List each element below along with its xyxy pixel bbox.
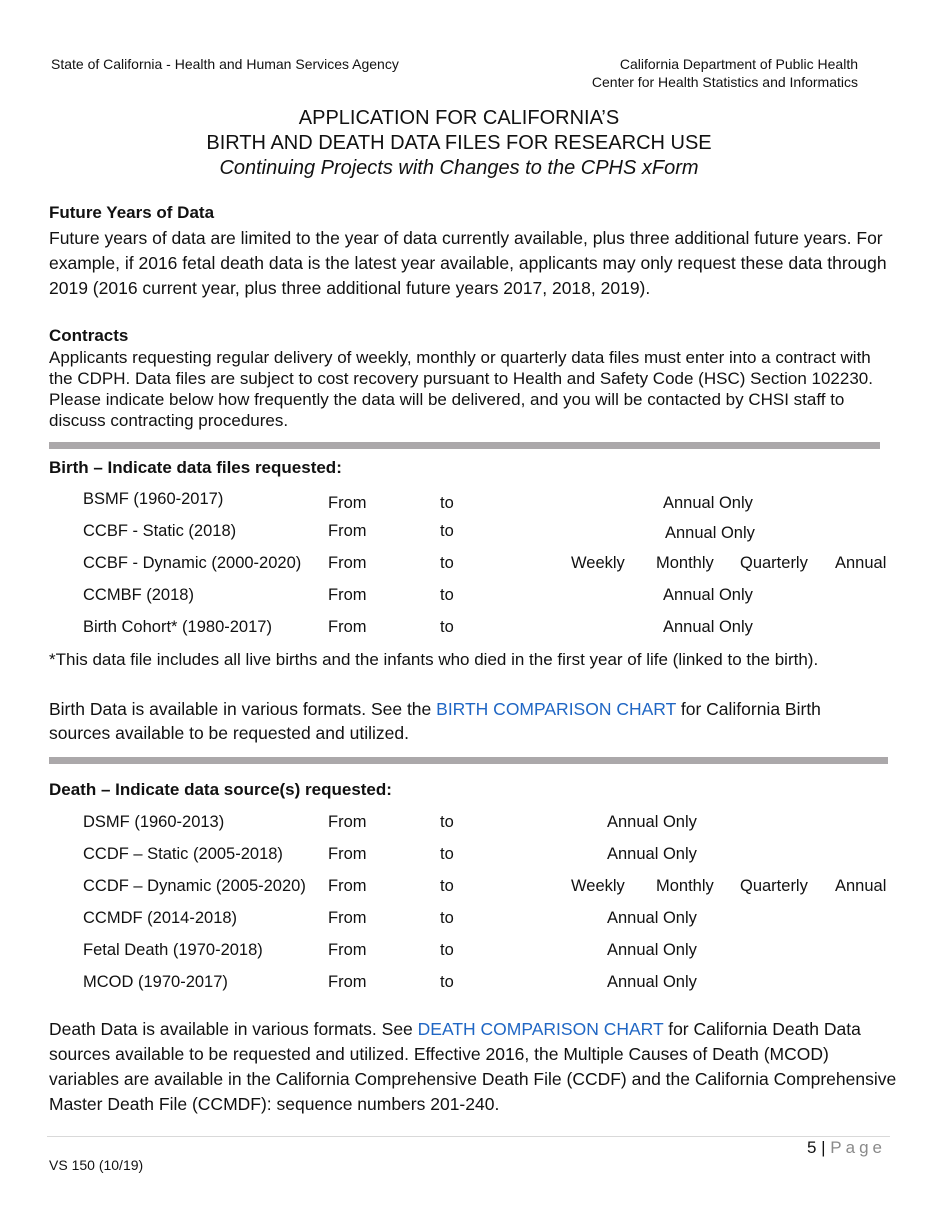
from-field[interactable]: From	[328, 618, 367, 636]
annual-only-option[interactable]: Annual Only	[607, 845, 697, 863]
birth-file-name: Birth Cohort* (1980-2017)	[83, 618, 272, 636]
death-file-name: CCDF – Static (2005-2018)	[83, 845, 283, 863]
quarterly-option[interactable]: Quarterly	[740, 877, 808, 895]
contracts-heading: Contracts	[49, 326, 129, 345]
from-field[interactable]: From	[328, 554, 367, 572]
annual-only-option[interactable]: Annual Only	[663, 586, 753, 604]
from-field[interactable]: From	[328, 845, 367, 863]
birth-availability-text-end: for California Birth	[676, 699, 821, 719]
to-field[interactable]: to	[440, 973, 454, 991]
death-heading: Death – Indicate data source(s) requested:	[49, 780, 392, 799]
header-center: Center for Health Statistics and Informatics	[591, 74, 858, 90]
section-divider	[49, 757, 888, 764]
birth-footnote: *This data file includes all live births and the infants who died in the first year of life (linked to the birth).	[49, 650, 819, 669]
monthly-option[interactable]: Monthly	[656, 877, 714, 895]
death-availability-paragraph	[49, 1017, 899, 1117]
page-separator: |	[821, 1138, 826, 1157]
birth-file-name: CCMBF (2018)	[83, 586, 194, 604]
title-line-3: Continuing Projects with Changes to the CPHS xForm	[219, 157, 699, 179]
annual-only-option[interactable]: Annual Only	[663, 494, 753, 512]
annual-only-option[interactable]: Annual Only	[607, 941, 697, 959]
weekly-option[interactable]: Weekly	[571, 877, 625, 895]
death-availability-rest: Data sources available to be requested and utilized. Effective 2016, the Multiple Causes of Death (MCOD) variables are available in the California Comprehensive Death File (CCDF) and the California Comprehensive Master Death File (CCMDF): sequence numbers 201-240.	[49, 1019, 897, 1114]
header-agency: State of California - Health and Human Services Agency	[51, 56, 399, 72]
footer-divider	[47, 1136, 890, 1137]
quarterly-option[interactable]: Quarterly	[740, 554, 808, 572]
title-line-2: BIRTH AND DEATH DATA FILES FOR RESEARCH USE	[206, 132, 712, 154]
annual-only-option[interactable]: Annual Only	[665, 524, 755, 542]
future-years-body: Future years of data are limited to the year of data currently available, plus three additional future years. For example, if 2016 fetal death data is the latest year available, applicants may only request these data through 2019 (2016 current year, plus three additional future years 2017, 2018, 2019).	[49, 228, 887, 298]
weekly-option[interactable]: Weekly	[571, 554, 625, 572]
to-field[interactable]: to	[440, 554, 454, 572]
birth-availability-line-1	[49, 697, 821, 722]
from-field[interactable]: From	[328, 494, 367, 512]
to-field[interactable]: to	[440, 813, 454, 831]
from-field[interactable]: From	[328, 877, 367, 895]
annual-option[interactable]: Annual	[835, 554, 887, 572]
monthly-option[interactable]: Monthly	[656, 554, 714, 572]
annual-only-option[interactable]: Annual Only	[607, 909, 697, 927]
page-indicator	[807, 1138, 886, 1158]
annual-only-option[interactable]: Annual Only	[607, 973, 697, 991]
death-file-name: MCOD (1970-2017)	[83, 973, 228, 991]
contracts-body: Applicants requesting regular delivery of weekly, monthly or quarterly data files must enter into a contract with the CDPH. Data files are subject to cost recovery pursuant to Health and Safety Code (HSC) Section 102230. Please indicate below how frequently the data will be delivered, and you will be contacted by CHSI staff to discuss contracting procedures.	[49, 348, 873, 430]
future-years-heading: Future Years of Data	[49, 203, 215, 222]
from-field[interactable]: From	[328, 586, 367, 604]
to-field[interactable]: to	[440, 909, 454, 927]
birth-comparison-chart-link[interactable]: BIRTH COMPARISON CHART	[436, 699, 676, 719]
to-field[interactable]: to	[440, 941, 454, 959]
from-field[interactable]: From	[328, 813, 367, 831]
annual-option[interactable]: Annual	[835, 877, 887, 895]
section-divider	[49, 442, 880, 449]
birth-availability-line-2: sources available to be requested and utilized.	[49, 723, 409, 743]
to-field[interactable]: to	[440, 877, 454, 895]
to-field[interactable]: to	[440, 494, 454, 512]
from-field[interactable]: From	[328, 909, 367, 927]
page-number: 5	[806, 1138, 817, 1157]
to-field[interactable]: to	[440, 522, 454, 540]
page-label: Page	[830, 1138, 886, 1157]
title-line-1: APPLICATION FOR CALIFORNIA’S	[298, 107, 620, 129]
death-file-name: CCMDF (2014-2018)	[83, 909, 238, 927]
birth-availability-text: Birth Data is available in various formats. See the	[49, 699, 437, 719]
form-id: VS 150 (10/19)	[49, 1157, 144, 1173]
death-comparison-chart-link[interactable]: DEATH COMPARISON CHART	[417, 1019, 664, 1039]
death-availability-text-end: for California Death	[663, 1019, 819, 1039]
annual-only-option[interactable]: Annual Only	[607, 813, 697, 831]
annual-only-option[interactable]: Annual Only	[663, 618, 753, 636]
to-field[interactable]: to	[440, 586, 454, 604]
from-field[interactable]: From	[328, 522, 367, 540]
birth-file-name: CCBF - Static (2018)	[83, 522, 237, 540]
death-file-name: DSMF (1960-2013)	[83, 813, 225, 831]
birth-heading: Birth – Indicate data files requested:	[49, 458, 342, 477]
to-field[interactable]: to	[440, 845, 454, 863]
death-availability-text: Death Data is available in various formats. See	[49, 1019, 418, 1039]
to-field[interactable]: to	[440, 618, 454, 636]
from-field[interactable]: From	[328, 973, 367, 991]
birth-file-name: CCBF - Dynamic (2000-2020)	[83, 554, 302, 572]
death-file-name: CCDF – Dynamic (2005-2020)	[83, 877, 306, 895]
death-file-name: Fetal Death (1970-2018)	[83, 941, 263, 959]
header-department: California Department of Public Health	[619, 56, 858, 72]
birth-file-name: BSMF (1960-2017)	[83, 490, 224, 508]
from-field[interactable]: From	[328, 941, 367, 959]
